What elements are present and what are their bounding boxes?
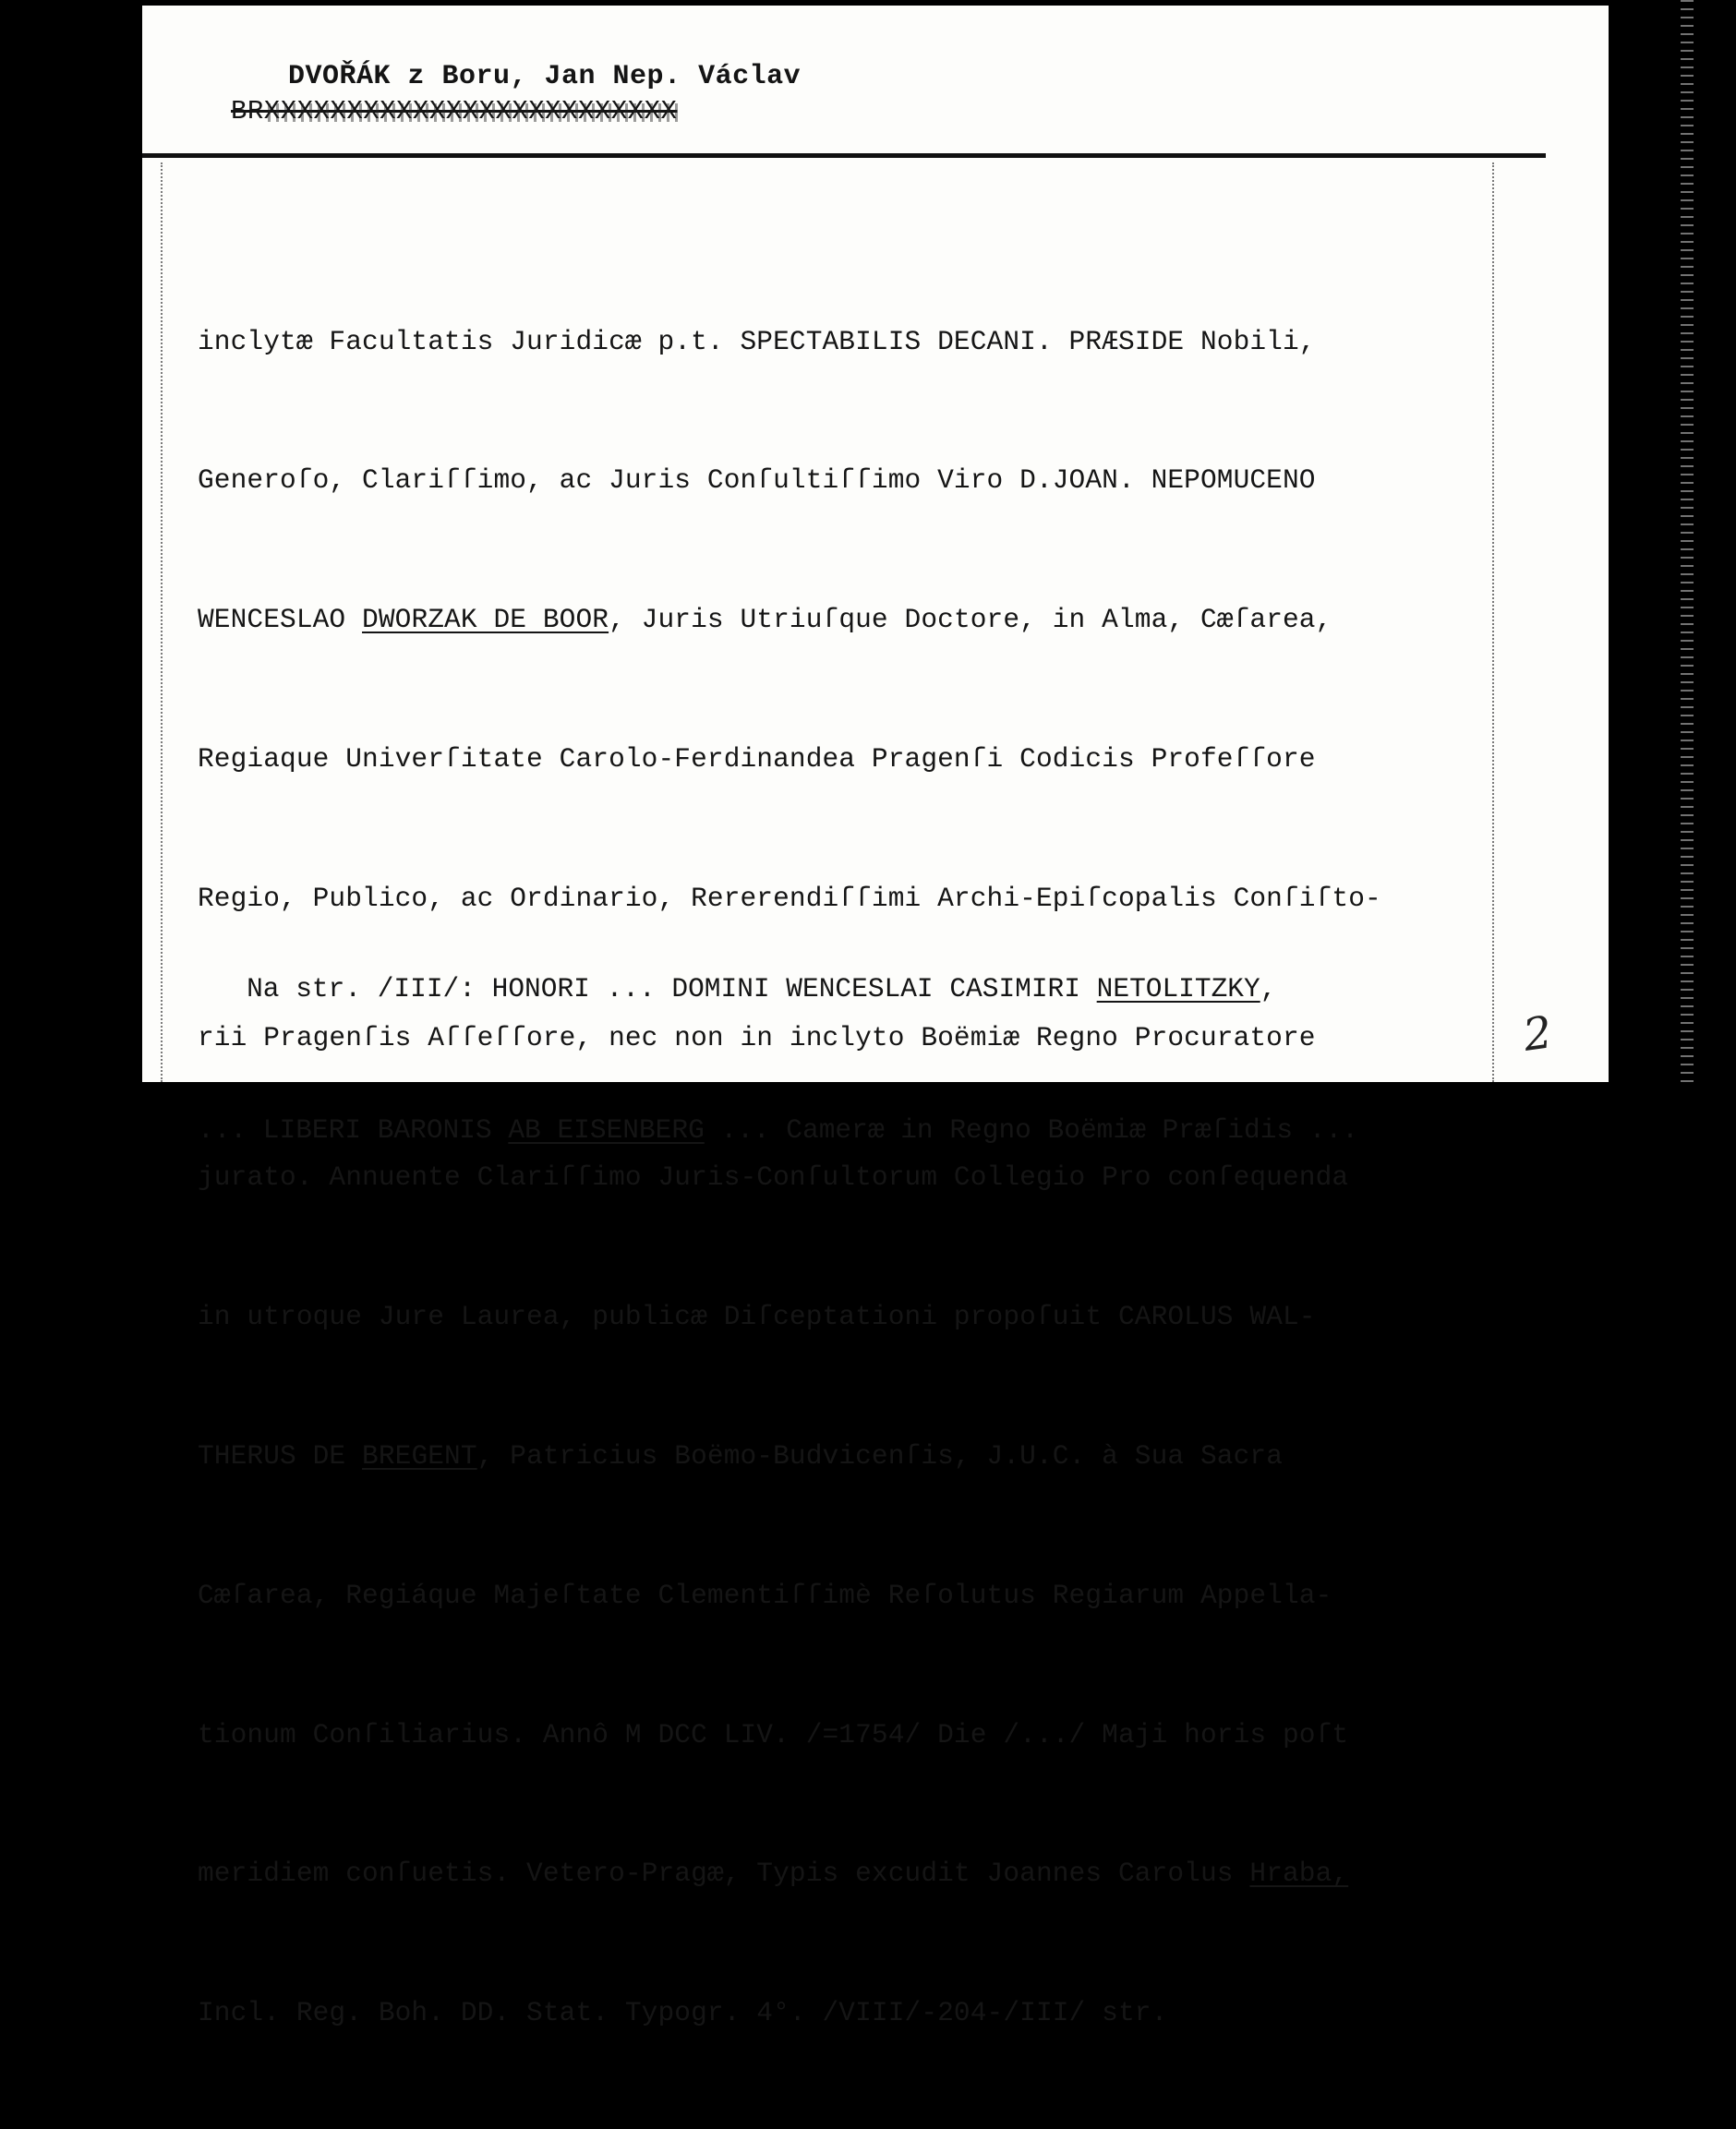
author-name: DVOŘÁK z Boru, Jan Nep. Václav [288,61,802,92]
underlined-name: NETOLITZKY [1096,973,1260,1004]
text-segment: meridiem conſuetis. Vetero-Pragæ, Typis excudit Joannes Carolus [198,1858,1250,1890]
text-segment: THERUS DE [198,1439,363,1472]
text-segment: , Juris Utriuſque Doctore, in Alma, Cæſarea, [609,604,1332,636]
header-rule [142,153,1546,158]
scan-edge-marks [1681,0,1694,1086]
text-segment: , [1260,973,1277,1004]
text-line [198,1433,1527,1479]
underlined-name: BREGENT [362,1439,477,1472]
text-segment: Na str. /III/: HONORI ... DOMINI WENCESLAI CASIMIRI [198,973,1097,1004]
text-segment: WENCESLAO [198,604,363,636]
card-header [231,61,877,135]
text-line [198,1850,1527,1896]
text-segment: ... LIBERI BARONIS [198,1114,509,1146]
text-line: Regiaque Univerſitate Carolo-Ferdinandea Pragenſi Codicis Profeſſore [198,743,1316,776]
handwritten-page-number: 2 [1520,1006,1556,1062]
text-line: Regio, Publico, ac Ordinario, Rererendiſſimi Archi-Epiſcopalis Conſiſto- [198,883,1381,915]
text-segment: ... Cameræ in Regno Boëmiæ Præſidis ... [704,1114,1358,1146]
text-line: rii Pragenſis Aſſeſſore, nec non in inclyto Boëmiæ Regno Procuratore [198,1022,1316,1054]
text-line: Generoſo, Clariſſimo, ac Juris Conſultiſſimo Viro D.JOAN. NEPOMUCENO [198,464,1316,497]
struck-out-heading: BRXXXXXXXXXXXXXXXXXXXXXXXXX [231,96,678,126]
text-line: in utroque Jure Laurea, publicæ Diſceptationi propoſuit CAROLUS WAL- [198,1300,1316,1332]
text-line: inclytæ Facultatis Juridicæ p.t. SPECTABILIS DECANI. PRÆSIDE Nobili, [198,325,1316,357]
left-margin-line [161,162,163,1082]
underlined-name: AB EISENBERG [508,1114,705,1146]
underlined-name: DWORZAK DE BOOR [362,604,609,636]
note-line [198,966,1527,1013]
text-line: Incl. Reg. Boh. DD. Stat. Typogr. 4°. /VIII/-204-/III/ str. [198,1997,1168,2029]
catalog-card [142,6,1609,2029]
text-line: tionum Conſiliarius. Annô M DCC LIV. /=1754/ Die /.../ Maji horis poſt [198,1718,1349,1750]
text-line [198,596,1527,643]
dedication-note [198,872,1527,1248]
text-segment: , Patricius Boëmo-Budvicenſis, J.U.C. à Sua Sacra [476,1439,1283,1472]
scan-border [1609,0,1736,1086]
underlined-name: Hraba, [1249,1858,1349,1890]
text-line: jurato. Annuente Clariſſimo Juris-Conſultorum Collegio Pro conſequenda [198,1161,1349,1193]
note-line [198,1107,1527,1154]
text-line: Cæſarea, Regiáque Majeſtate Clementiſſimè Reſolutus Regiarum Appella- [198,1579,1332,1611]
